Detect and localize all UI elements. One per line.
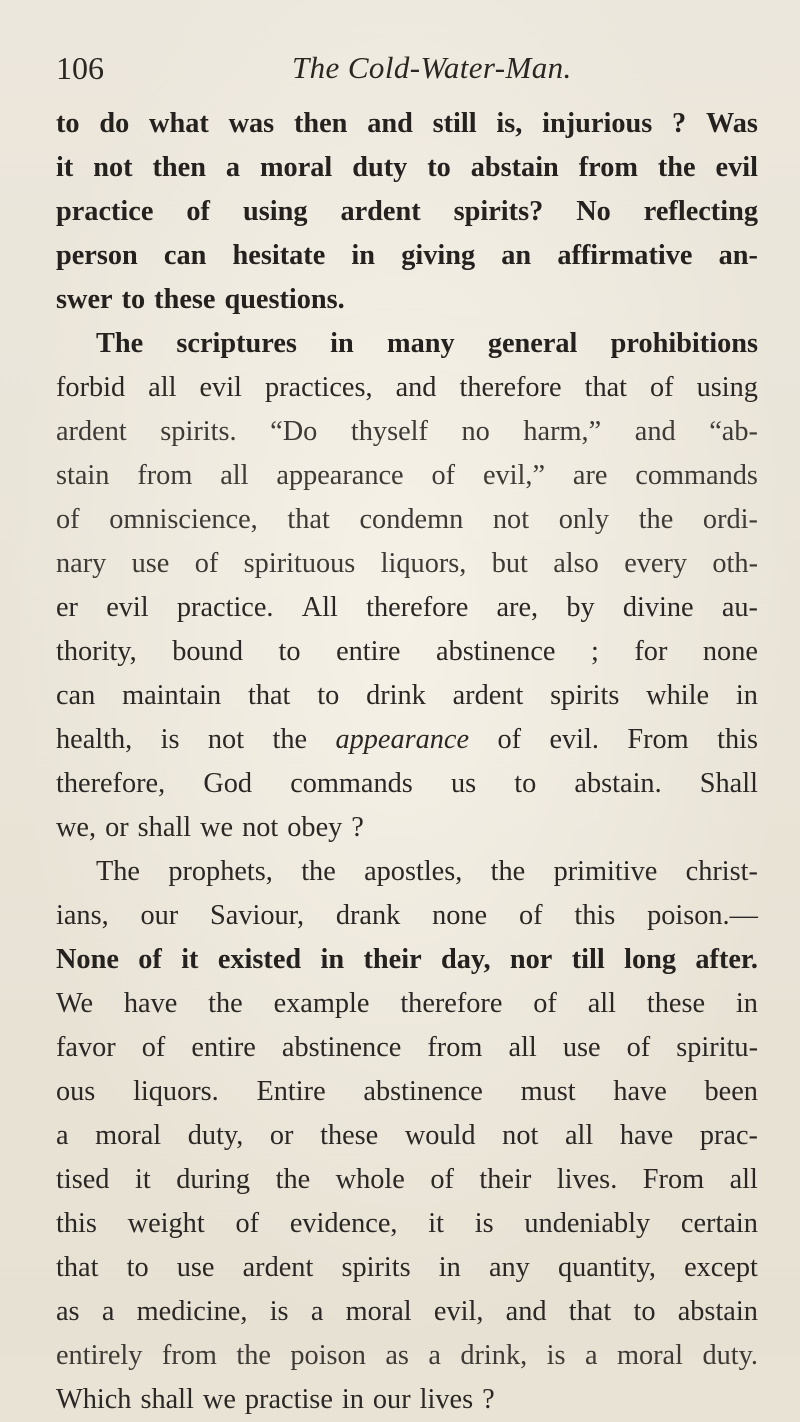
word: then [293,108,348,139]
text-line [56,850,758,894]
word: injurious [542,108,653,139]
word: and [505,1296,547,1327]
word: “Do [270,416,318,447]
word: abstain [470,152,559,183]
word: duty [352,152,408,183]
text-line [56,938,758,982]
text-line [56,630,758,674]
text-line [56,1158,758,1202]
word: a [225,152,241,183]
word: evidence, [289,1208,398,1239]
text-line [56,1334,758,1378]
word: in [735,988,758,1019]
word: been [704,1076,758,1107]
word: abstinence [436,636,556,667]
text-line [56,1070,758,1114]
word: the [275,1164,311,1195]
word: abstain. [574,768,662,799]
text-line [56,542,758,586]
word: hesitate [232,240,326,271]
word: any [488,1252,530,1283]
word: practise [244,1384,333,1415]
word: appearance [276,460,404,491]
word: that [247,680,291,711]
word: it [56,152,74,183]
word: from [578,152,638,183]
word: general [487,328,578,359]
word: duty, [187,1120,244,1151]
word: but [491,548,528,579]
text-line [56,410,758,454]
word: is, [496,108,523,139]
body-text [56,102,758,1422]
word: can [56,680,96,711]
page-number: 106 [56,50,104,86]
word: therefore [400,988,503,1019]
word: none [702,636,758,667]
word: all [508,1032,537,1063]
word: God [203,768,253,799]
text-line [56,762,758,806]
word: weight [127,1208,205,1239]
word: their [363,944,422,975]
word: therefore [459,372,562,403]
word: therefore, [56,768,166,799]
word: lives. [556,1164,618,1195]
text-line [56,894,758,938]
word: liquors. [133,1076,219,1107]
word: of [141,1032,166,1063]
word: quantity, [557,1252,656,1283]
word: swer [56,284,113,315]
word: we [200,812,234,843]
word: practice. [176,592,274,623]
word: practices, [264,372,373,403]
word: many [387,328,455,359]
word: We [56,988,94,1019]
word: use [176,1252,215,1283]
word: abstinence [363,1076,483,1107]
word: must [520,1076,576,1107]
word: poison.— [647,900,758,931]
word: nor [509,944,553,975]
word: using [242,196,308,227]
word: evil, [433,1296,484,1327]
word: after. [695,944,758,975]
word: moral [95,1120,162,1151]
word: as [385,1340,409,1371]
word: abstain [677,1296,758,1327]
text-line [56,498,758,542]
word: then [152,152,206,183]
word: er [56,592,78,623]
word: is [474,1208,494,1239]
word: spirits? [453,196,544,227]
word: to [427,152,451,183]
word: abstinence [281,1032,402,1063]
text-line [56,674,758,718]
running-head [56,46,756,90]
word: apostles, [364,856,463,887]
word: the [236,1340,271,1371]
word: every [624,548,688,579]
word: as [56,1296,80,1327]
word: moral [345,1296,412,1327]
text-line [56,1026,758,1070]
word: all [729,1164,758,1195]
word: bound [172,636,243,667]
word: spiritu- [676,1032,758,1063]
text-line [56,146,758,190]
word: their [479,1164,532,1195]
word: spirits. [160,416,237,447]
word: scriptures [176,328,297,359]
word: of [186,196,210,227]
word: shall [137,812,192,843]
word: of [235,1208,260,1239]
word: ; [590,636,599,667]
text-line [56,718,758,762]
word: in [330,328,354,359]
word: commands [290,768,413,799]
text-line [56,586,758,630]
word: all [220,460,249,491]
word: it [134,1164,151,1195]
word: to [514,768,537,799]
word: we [202,1384,236,1415]
word: shall [140,1384,194,1415]
text-line [56,102,758,146]
word: these [320,1120,379,1151]
word: spirits [341,1252,411,1283]
word: till [571,944,605,975]
word: no [461,416,490,447]
word: All [301,592,338,623]
word: long [624,944,677,975]
word: to [633,1296,656,1327]
word: of [431,460,456,491]
word: that [56,1252,99,1283]
word: drink, [460,1340,528,1371]
word: spirits [550,680,620,711]
word: a [584,1340,598,1371]
word: the [272,724,308,755]
text-line [56,1246,758,1290]
word: do [99,108,130,139]
word: still [432,108,477,139]
word: thority, [56,636,137,667]
word: affirmative [557,240,693,271]
word: health, [56,724,133,755]
word: while [646,680,710,711]
word: poison [290,1340,366,1371]
word: for [634,636,668,667]
word: not [502,1120,539,1151]
word: of [518,900,543,931]
word: from [161,1340,217,1371]
word: reflecting [643,196,758,227]
word: this [717,724,758,755]
text-line [56,190,758,234]
word: we, [56,812,97,843]
word: have [613,1076,667,1107]
word: No [576,196,611,227]
word: evil [199,372,242,403]
word: all [564,1120,594,1151]
word: condemn [359,504,464,535]
word: liquors, [380,548,467,579]
word: person [56,240,138,271]
word: the [657,152,696,183]
word: of [650,372,674,403]
text-line [56,454,758,498]
text-line [56,322,758,366]
word: that [568,1296,612,1327]
word: nary [56,548,107,579]
word: lives [419,1384,474,1415]
text-line [56,278,758,322]
text-line [56,1378,758,1422]
word: it [181,944,199,975]
word: that [584,372,628,403]
word: of [138,944,162,975]
word: all [148,372,177,403]
word: example [273,988,370,1019]
word: the [638,504,674,535]
word: to [278,636,301,667]
word: None [56,944,119,975]
word: have [123,988,178,1019]
word: have [619,1120,674,1151]
word: au- [721,592,758,623]
word: and [634,416,676,447]
word: entirely [56,1340,143,1371]
word: in [438,1252,461,1283]
word: entire [336,636,401,667]
word: prohibitions [610,328,758,359]
word: these [646,988,706,1019]
word: the [301,856,336,887]
word: ardent [340,196,421,227]
word: of [626,1032,651,1063]
word: what [149,108,209,139]
word: whole [335,1164,405,1195]
word: certain [680,1208,758,1239]
word: evil,” [482,460,546,491]
word: it [428,1208,444,1239]
word: ? [672,108,687,139]
word: therefore [366,592,469,623]
word: ous [56,1076,96,1107]
text-line [56,1202,758,1246]
word: was [228,108,275,139]
word: not [93,152,133,183]
word: “ab- [709,416,758,447]
word: practice [56,196,154,227]
word: is [269,1296,289,1327]
word: none [432,900,488,931]
word: only [558,504,610,535]
word: of [533,988,557,1019]
word: Which [56,1384,132,1415]
word: our [140,900,179,931]
word: or [269,1120,294,1151]
word: evil [106,592,149,623]
word: and [395,372,437,403]
word: Saviour, [210,900,305,931]
word: omniscience, [109,504,258,535]
word: obey [287,812,343,843]
word: all [587,988,617,1019]
word: not [242,812,279,843]
word: a [310,1296,324,1327]
word: an- [718,240,758,271]
word: Was [705,108,758,139]
word: the [208,988,243,1019]
word: appearance [335,724,470,755]
word: in [320,944,345,975]
word: would [404,1120,476,1151]
word: ians, [56,900,109,931]
word: can [163,240,207,271]
word: primitive [553,856,658,887]
word: giving [401,240,476,271]
word: also [553,548,599,579]
word: of [430,1164,454,1195]
word: except [684,1252,758,1283]
word: are, [496,592,539,623]
word: existed [217,944,302,975]
word: a [428,1340,441,1371]
word: of [56,504,80,535]
word: ? [482,1384,495,1415]
word: an [501,240,532,271]
word: The [96,328,144,359]
word: us [450,768,477,799]
word: drink [366,680,426,711]
word: From [627,724,689,755]
running-title: The Cold-Water-Man. [292,50,572,85]
word: The [96,856,140,887]
word: these [154,284,216,315]
word: use [131,548,170,579]
word: is [160,724,180,755]
text-line [56,806,758,850]
word: ardent [56,416,127,447]
word: from [137,460,193,491]
word: prac- [699,1120,758,1151]
word: in [735,680,758,711]
text-line [56,1114,758,1158]
word: evil [715,152,758,183]
word: from [427,1032,483,1063]
word: and [367,108,413,139]
word: favor [56,1032,116,1063]
word: to [121,284,146,315]
word: harm,” [523,416,602,447]
word: Entire [256,1076,326,1107]
text-line [56,234,758,278]
word: a [101,1296,115,1327]
word: of [194,548,219,579]
word: ? [351,812,364,843]
word: thyself [350,416,428,447]
word: From [642,1164,705,1195]
word: divine [622,592,694,623]
word: the [490,856,526,887]
word: day, [441,944,491,975]
word: that [287,504,330,535]
word: commands [635,460,758,491]
word: ardent [242,1252,314,1283]
word: moral [616,1340,683,1371]
word: stain [56,460,110,491]
word: are [572,460,608,491]
word: by [566,592,595,623]
text-line [56,366,758,410]
word: is [546,1340,566,1371]
word: in [341,1384,364,1415]
word: use [562,1032,601,1063]
word: moral [259,152,333,183]
word: forbid [56,372,126,403]
word: to [56,108,80,139]
word: not [492,504,530,535]
word: this [574,900,616,931]
word: questions. [224,284,345,315]
word: Shall [699,768,758,799]
word: entire [191,1032,256,1063]
word: ardent [452,680,524,711]
word: medicine, [136,1296,248,1327]
word: using [696,372,758,403]
word: to [126,1252,149,1283]
word: in [351,240,376,271]
text-line [56,982,758,1026]
word: this [56,1208,97,1239]
word: or [105,812,129,843]
word: during [176,1164,251,1195]
word: oth- [712,548,758,579]
word: ordi- [702,504,758,535]
word: to [317,680,340,711]
word: drank [335,900,401,931]
word: of [497,724,522,755]
word: christ- [685,856,758,887]
word: not [207,724,245,755]
word: duty. [702,1340,758,1371]
word: maintain [122,680,222,711]
word: tised [56,1164,110,1195]
word: a [56,1120,69,1151]
word: evil. [549,724,599,755]
word: undeniably [524,1208,651,1239]
word: our [372,1384,411,1415]
word: spirituous [243,548,356,579]
word: prophets, [168,856,273,887]
text-line [56,1290,758,1334]
